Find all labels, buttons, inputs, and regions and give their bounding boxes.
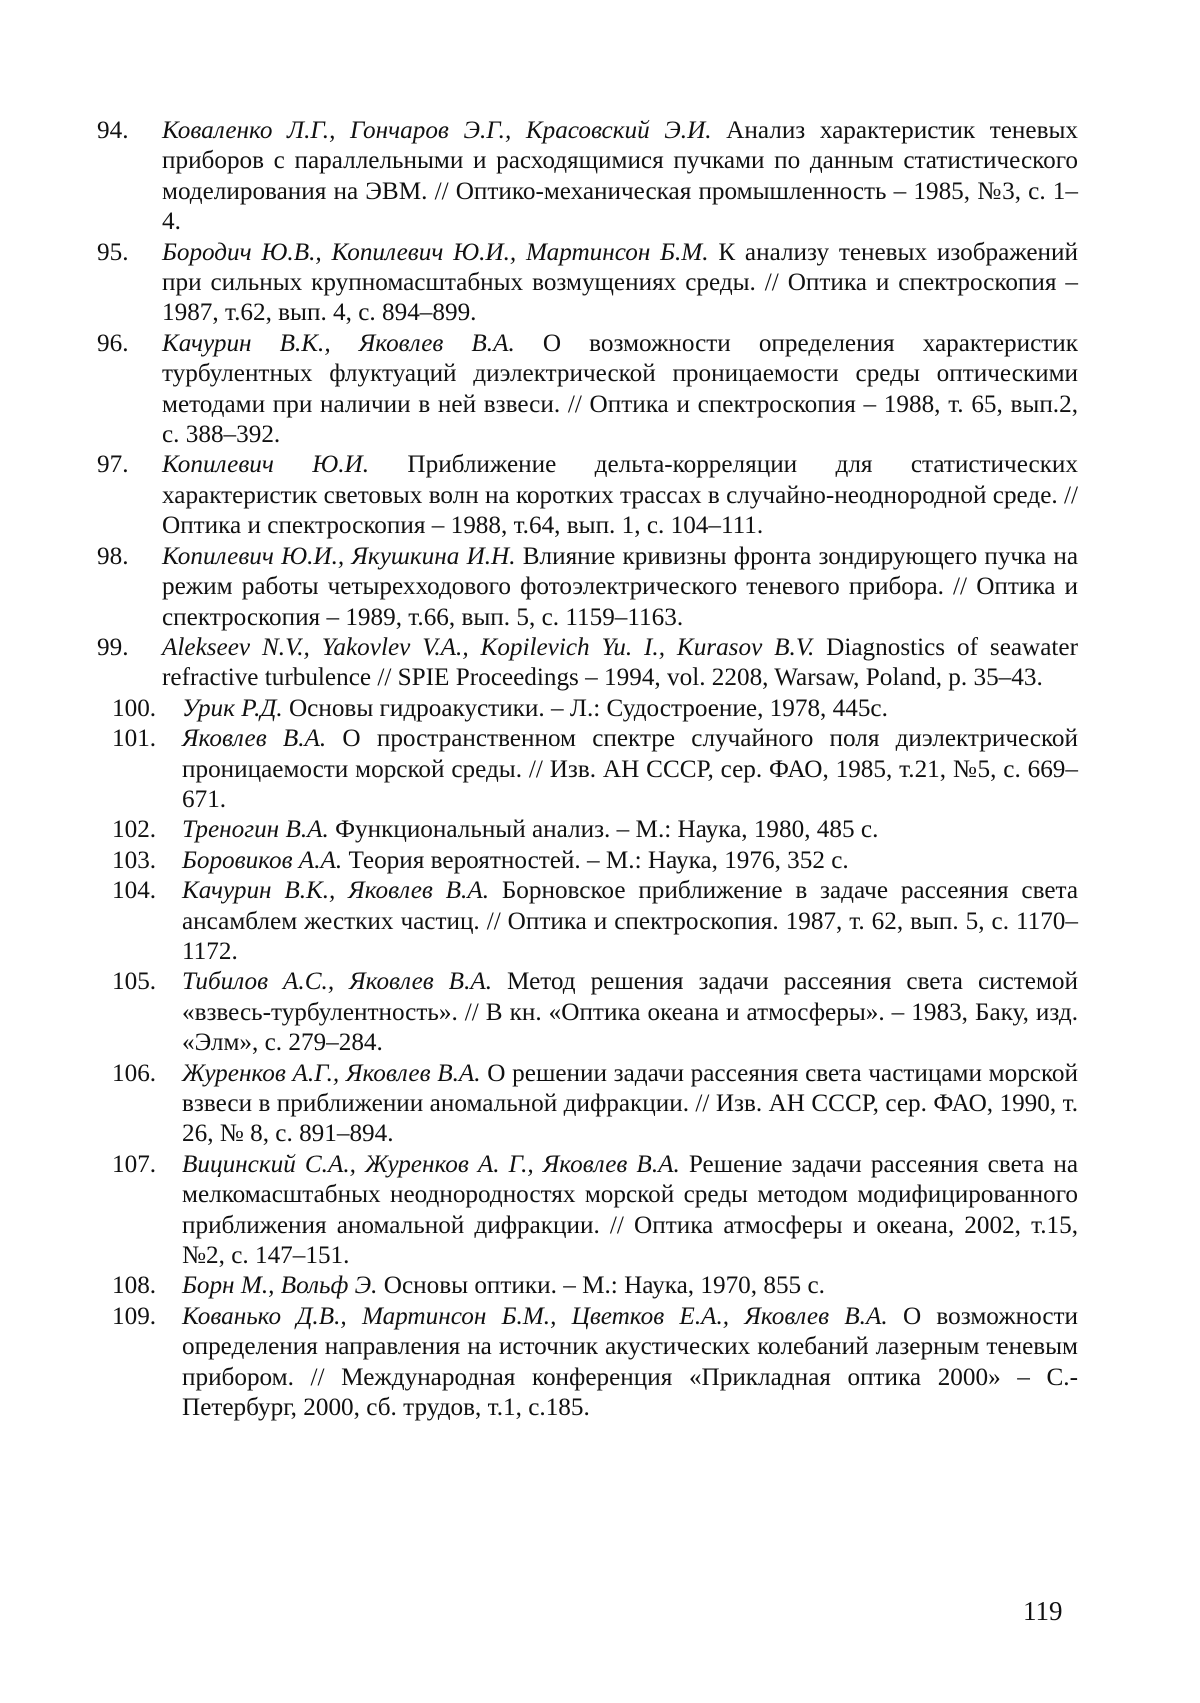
reference-item (152, 724, 1078, 815)
reference-number: 104. (112, 876, 172, 906)
reference-number: 96. (97, 329, 157, 359)
reference-text: О возможности определения характеристик турбулентных флуктуаций диэлектрической проницаемости среды оптическими методами при наличии в ней взвеси. // Оптика и спектроскопия – 1988, т. 65, вып.2, с. 388–392. (162, 330, 1078, 448)
reference-item (152, 238, 1078, 329)
reference-number: 102. (112, 815, 172, 845)
reference-number: 105. (112, 967, 172, 997)
reference-number: 109. (112, 1302, 172, 1332)
reference-authors: Урик Р.Д. (182, 695, 283, 722)
reference-item (152, 846, 1078, 876)
reference-item (152, 450, 1078, 541)
reference-text: Влияние кривизны фронта зондирующего пучка на режим работы четырехходового фотоэлектрического теневого прибора. // Оптика и спектроскопия – 1989, т.66, вып. 5, с. 1159–1163. (162, 543, 1078, 631)
reference-item (152, 1271, 1078, 1301)
reference-text: Diagnostics of seawater refractive turbulence // SPIE Proceedings – 1994, vol. 2208, Warsaw, Poland, p. 35–43. (162, 634, 1078, 691)
page-number: 119 (1023, 1596, 1063, 1626)
reference-authors: Качурин В.К., Яковлев В.А. (162, 330, 515, 357)
reference-number: 103. (112, 846, 172, 876)
reference-item (152, 1059, 1078, 1150)
reference-number: 101. (112, 724, 172, 754)
reference-authors: Тибилов А.С., Яковлев В.А. (182, 968, 492, 995)
reference-item (152, 967, 1078, 1058)
reference-text: Функциональный анализ. – М.: Наука, 1980, 485 с. (329, 816, 879, 843)
reference-item (152, 329, 1078, 451)
reference-authors: Коваленко Л.Г., Гончаров Э.Г., Красовский Э.И. (162, 117, 712, 144)
reference-item (152, 116, 1078, 238)
reference-item (152, 1302, 1078, 1424)
reference-text: О пространственном спектре случайного поля диэлектрической проницаемости морской среды. // Изв. АН СССР, сер. ФАО, 1985, т.21, №5, с. 669–671. (182, 725, 1078, 813)
reference-item (152, 542, 1078, 633)
reference-authors: Вицинский С.А., Журенков А. Г., Яковлев В.А. (182, 1151, 680, 1178)
reference-text: К анализу теневых изображений при сильных крупномасштабных возмущениях среды. // Оптика и спектроскопия – 1987, т.62, вып. 4, с. 894–899. (162, 239, 1078, 327)
reference-number: 94. (97, 116, 157, 146)
reference-authors: Яковлев В.А. (182, 725, 326, 752)
reference-authors: Копилевич Ю.И., Якушкина И.Н. (162, 543, 516, 570)
reference-authors: Alekseev N.V., Yakovlev V.A., Kopilevich Yu. I., Kurasov B.V. (162, 634, 814, 661)
reference-authors: Качурин В.К., Яковлев В.А. (182, 877, 489, 904)
reference-item (152, 876, 1078, 967)
reference-number: 97. (97, 450, 157, 480)
reference-number: 107. (112, 1150, 172, 1180)
reference-text: Анализ характеристик теневых приборов с параллельными и расходящимися пучками по данным статистического моделирования на ЭВМ. // Оптико-механическая промышленность – 1985, №3, с. 1–4. (162, 117, 1078, 235)
reference-text: Теория вероятностей. – М.: Наука, 1976, 352 с. (342, 847, 849, 874)
reference-authors: Борн М., Вольф Э. (182, 1272, 377, 1299)
reference-item (152, 633, 1078, 694)
reference-text: Основы гидроакустики. – Л.: Судостроение, 1978, 445с. (283, 695, 888, 722)
reference-item (152, 815, 1078, 845)
reference-item (152, 694, 1078, 724)
reference-number: 99. (97, 633, 157, 663)
reference-list (152, 116, 1078, 1423)
reference-number: 108. (112, 1271, 172, 1301)
reference-authors: Боровиков А.А. (182, 847, 342, 874)
reference-number: 98. (97, 542, 157, 572)
reference-number: 106. (112, 1059, 172, 1089)
reference-number: 95. (97, 238, 157, 268)
reference-authors: Треногин В.А. (182, 816, 329, 843)
reference-authors: Журенков А.Г., Яковлев В.А. (182, 1060, 481, 1087)
reference-text: Приближение дельта-корреляции для статистических характеристик световых волн на коротких трассах в случайно-неоднородной среде. // Оптика и спектроскопия – 1988, т.64, вып. 1, с. 104–111. (162, 451, 1078, 539)
reference-text: Основы оптики. – М.: Наука, 1970, 855 с. (377, 1272, 824, 1299)
reference-text: О решении задачи рассеяния света частицами морской взвеси в приближении аномальной дифракции. // Изв. АН СССР, сер. ФАО, 1990, т. 26, № 8, с. 891–894. (182, 1060, 1078, 1148)
document-page (0, 0, 1200, 1703)
reference-text: Борновское приближение в задаче рассеяния света ансамблем жестких частиц. // Оптика и спектроскопия. 1987, т. 62, вып. 5, с. 1170–1172. (182, 877, 1078, 965)
reference-text: О возможности определения направления на источник акустических колебаний лазерным теневым прибором. // Международная конференция «Прикладная оптика 2000» – С.-Петербург, 2000, сб. трудов, т.1, с.185. (182, 1303, 1078, 1421)
reference-item (152, 1150, 1078, 1272)
reference-authors: Бородич Ю.В., Копилевич Ю.И., Мартинсон Б.М. (162, 239, 709, 266)
reference-authors: Кованько Д.В., Мартинсон Б.М., Цветков Е.А., Яковлев В.А. (182, 1303, 888, 1330)
reference-text: Решение задачи рассеяния света на мелкомасштабных неоднородностях морской среды методом модифицированного приближения аномальной дифракции. // Оптика атмосферы и океана, 2002, т.15, №2, с. 147–151. (182, 1151, 1078, 1269)
reference-authors: Копилевич Ю.И. (162, 451, 369, 478)
reference-text: Метод решения задачи рассеяния света системой «взвесь-турбулентность». // В кн. «Оптика океана и атмосферы». – 1983, Баку, изд. «Элм», с. 279–284. (182, 968, 1078, 1056)
reference-number: 100. (112, 694, 172, 724)
